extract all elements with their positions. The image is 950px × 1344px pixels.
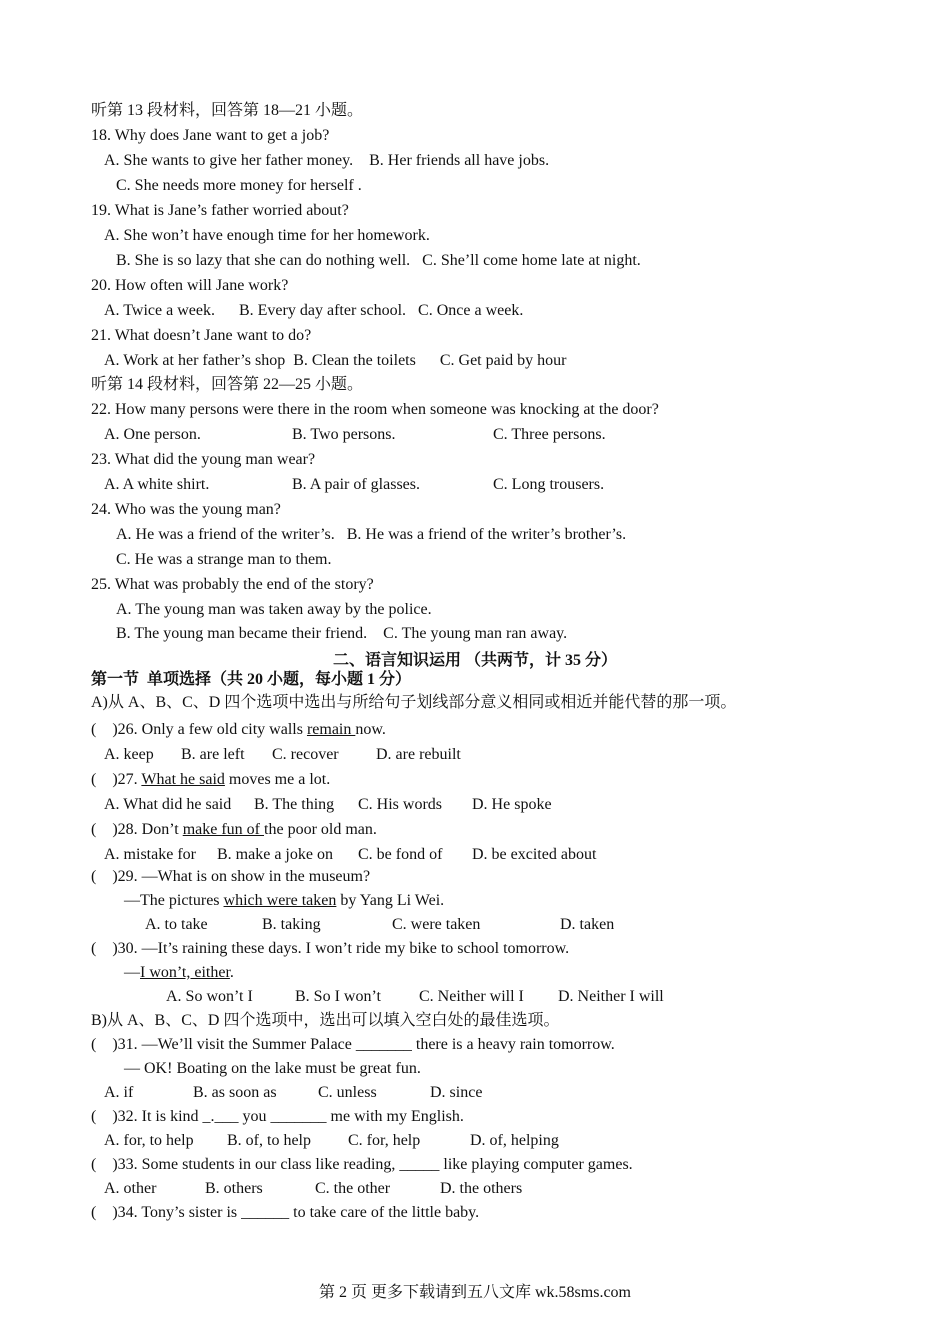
question-33-option-c: C. the other	[315, 1180, 391, 1197]
question-33-option-d: D. the others	[440, 1180, 523, 1197]
question-19-options-bc: B. She is so lazy that she can do nothing well. C. She’ll come home late at night.	[116, 252, 641, 269]
question-31-option-d: D. since	[430, 1084, 483, 1101]
question-18-options-ab: A. She wants to give her father money. B. Her friends all have jobs.	[104, 152, 550, 169]
section-header-13: 听第 13 段材料，回答第 18—21 小题。	[91, 102, 364, 119]
question-26-option-a: A. keep	[104, 746, 154, 763]
question-24: 24. Who was the young man?	[91, 501, 281, 518]
question-29-option-d: D. taken	[560, 916, 615, 933]
question-28: ( )28. Don’t make fun of the poor old man.	[91, 821, 377, 838]
question-28-option-c: C. be fond of	[358, 846, 443, 863]
question-18: 18. Why does Jane want to get a job?	[91, 127, 330, 144]
question-33-option-a: A. other	[104, 1180, 157, 1197]
question-29-option-c: C. were taken	[392, 916, 481, 933]
question-30-option-a: A. So won’t I	[166, 988, 253, 1005]
question-33: ( )33. Some students in our class like reading, _____ like playing computer games.	[91, 1156, 633, 1173]
question-20: 20. How often will Jane work?	[91, 277, 289, 294]
question-23-option-c: C. Long trousers.	[493, 476, 605, 493]
question-31: ( )31. —We’ll visit the Summer Palace _______ there is a heavy rain tomorrow.	[91, 1036, 615, 1053]
section-header-14: 听第 14 段材料，回答第 22—25 小题。	[91, 376, 364, 393]
question-31-option-b: B. as soon as	[193, 1084, 277, 1101]
question-28-option-d: D. be excited about	[472, 846, 597, 863]
question-25-options-bc: B. The young man became their friend. C. The young man ran away.	[116, 625, 568, 642]
question-26-option-b: B. are left	[181, 746, 245, 763]
question-32-option-c: C. for, help	[348, 1132, 421, 1149]
question-22-option-c: C. Three persons.	[493, 426, 606, 443]
question-32-option-a: A. for, to help	[104, 1132, 194, 1149]
part-b-instruction: B)从 A、B、C、D 四个选项中，选出可以填入空白处的最佳选项。	[91, 1012, 560, 1029]
question-30-option-b: B. So I won’t	[295, 988, 381, 1005]
question-30-option-c: C. Neither will I	[419, 988, 524, 1005]
section-title: 二、语言知识运用 （共两节，计 35 分）	[332, 652, 617, 669]
question-34: ( )34. Tony’s sister is ______ to take care of the little baby.	[91, 1204, 480, 1221]
question-23-option-b: B. A pair of glasses.	[292, 476, 420, 493]
question-27-option-c: C. His words	[358, 796, 443, 813]
question-32-option-b: B. of, to help	[227, 1132, 311, 1149]
question-22: 22. How many persons were there in the room when someone was knocking at the door?	[91, 401, 659, 418]
question-28-option-b: B. make a joke on	[217, 846, 333, 863]
question-25: 25. What was probably the end of the story?	[91, 576, 374, 593]
question-27-option-b: B. The thing	[254, 796, 335, 813]
question-29-option-a: A. to take	[145, 916, 208, 933]
question-21-options: A. Work at her father’s shop B. Clean the toilets C. Get paid by hour	[104, 352, 567, 369]
question-23: 23. What did the young man wear?	[91, 451, 316, 468]
part-a-instruction: A)从 A、B、C、D 四个选项中选出与所给句子划线部分意义相同或相近并能代替的那一项。	[91, 694, 737, 711]
question-27-option-d: D. He spoke	[472, 796, 552, 813]
question-30-option-d: D. Neither I will	[558, 988, 664, 1005]
question-23-option-a: A. A white shirt.	[104, 476, 210, 493]
question-19-option-a: A. She won’t have enough time for her homework.	[104, 227, 430, 244]
question-19: 19. What is Jane’s father worried about?	[91, 202, 349, 219]
part-1-title: 第一节 单项选择（共 20 小题，每小题 1 分）	[91, 671, 412, 688]
question-30: ( )30. —It’s raining these days. I won’t ride my bike to school tomorrow.	[91, 940, 570, 957]
question-26: ( )26. Only a few old city walls remain now.	[91, 721, 386, 738]
question-31-option-c: C. unless	[318, 1084, 377, 1101]
question-31-reply: — OK! Boating on the lake must be great fun.	[124, 1060, 421, 1077]
question-28-option-a: A. mistake for	[104, 846, 196, 863]
question-24-options-ab: A. He was a friend of the writer’s. B. He was a friend of the writer’s brother’s.	[116, 526, 627, 543]
question-22-option-a: A. One person.	[104, 426, 201, 443]
page-footer: 第 2 页 更多下载请到五八文库 wk.58sms.com	[318, 1284, 631, 1301]
question-21: 21. What doesn’t Jane want to do?	[91, 327, 312, 344]
question-29-option-b: B. taking	[262, 916, 321, 933]
question-32: ( )32. It is kind _.___ you _______ me with my English.	[91, 1108, 464, 1125]
question-22-option-b: B. Two persons.	[292, 426, 396, 443]
question-31-option-a: A. if	[104, 1084, 134, 1101]
question-32-option-d: D. of, helping	[470, 1132, 559, 1149]
question-27: ( )27. What he said moves me a lot.	[91, 771, 331, 788]
question-24-option-c: C. He was a strange man to them.	[116, 551, 332, 568]
question-18-option-c: C. She needs more money for herself .	[116, 177, 362, 194]
question-26-option-d: D. are rebuilt	[376, 746, 461, 763]
question-29-answer-line: —The pictures which were taken by Yang Li Wei.	[124, 892, 445, 909]
question-30-answer-line: —I won’t, either.	[124, 964, 234, 981]
question-26-option-c: C. recover	[272, 746, 339, 763]
question-29: ( )29. —What is on show in the museum?	[91, 868, 371, 885]
question-20-options: A. Twice a week. B. Every day after school. C. Once a week.	[104, 302, 524, 319]
question-25-option-a: A. The young man was taken away by the police.	[116, 601, 432, 618]
question-27-option-a: A. What did he said	[104, 796, 232, 813]
question-33-option-b: B. others	[205, 1180, 263, 1197]
